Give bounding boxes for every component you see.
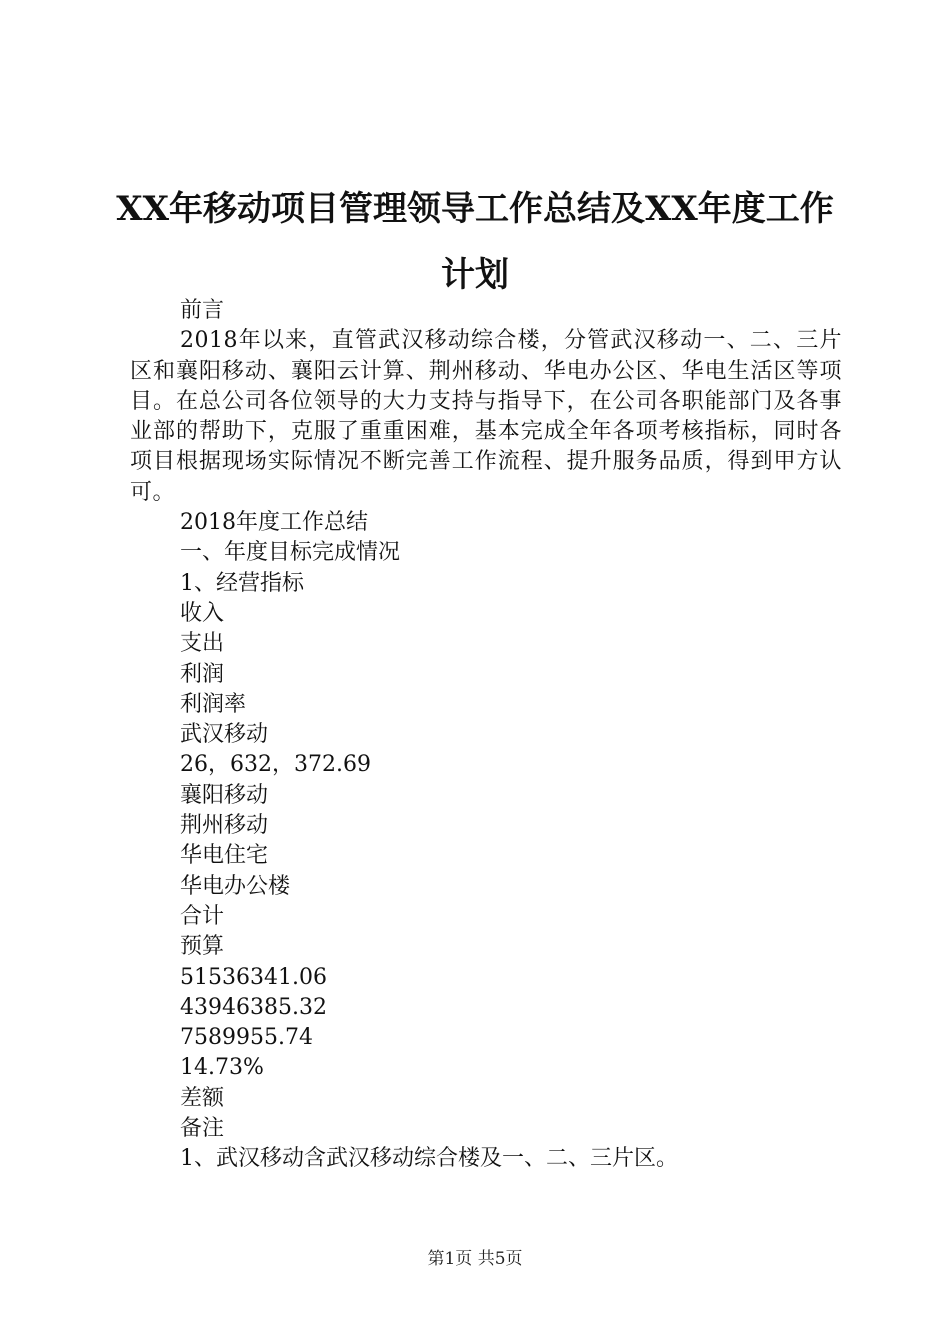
text-line: 26，632，372.69: [180, 752, 371, 778]
text-line: 51536341.06: [180, 964, 327, 990]
preface-heading: 前言: [180, 298, 225, 323]
text-line: 利润率: [180, 691, 247, 717]
text-line: 1、武汉移动含武汉移动综合楼及一、二、三片区。: [180, 1146, 678, 1172]
text-line: 荆州移动: [180, 813, 269, 839]
text-line: 7589955.74: [180, 1025, 313, 1051]
section-heading-indicators: 1、经营指标: [180, 570, 304, 596]
document-body: [130, 296, 842, 1175]
text-line: 利润: [180, 661, 225, 687]
text-line: 华电住宅: [180, 843, 269, 869]
text-line: 差额: [180, 1085, 225, 1111]
text-line: 收入: [180, 600, 225, 626]
document-title: XX年移动项目管理领导工作总结及XX年度工作计划: [116, 189, 834, 295]
text-line: 襄阳移动: [180, 782, 269, 808]
text-line: 支出: [180, 631, 225, 657]
text-line: 合计: [180, 903, 225, 929]
section-heading-summary: 2018年度工作总结: [180, 510, 368, 536]
text-line: 14.73%: [180, 1055, 264, 1081]
section-heading-goals: 一、年度目标完成情况: [180, 540, 401, 566]
page-footer: 第1页 共5页: [427, 1249, 523, 1269]
text-line: 武汉移动: [180, 722, 269, 748]
text-line: 华电办公楼: [180, 873, 291, 899]
text-line: 43946385.32: [180, 994, 327, 1020]
text-line: 备注: [180, 1116, 225, 1142]
intro-paragraph: 2018年以来，直管武汉移动综合楼，分管武汉移动一、二、三片区和襄阳移动、襄阳云计算、荆州移动、华电办公区、华电生活区等项目。在总公司各位领导的大力支持与指导下，在公司各职能部门及各事业部的帮助下，克服了重重困难，基本完成全年各项考核指标，同时各项目根据现场实际情况不断完善工作流程、提升服务品质，得到甲方认可。: [130, 328, 842, 505]
text-line: 预算: [180, 934, 225, 960]
